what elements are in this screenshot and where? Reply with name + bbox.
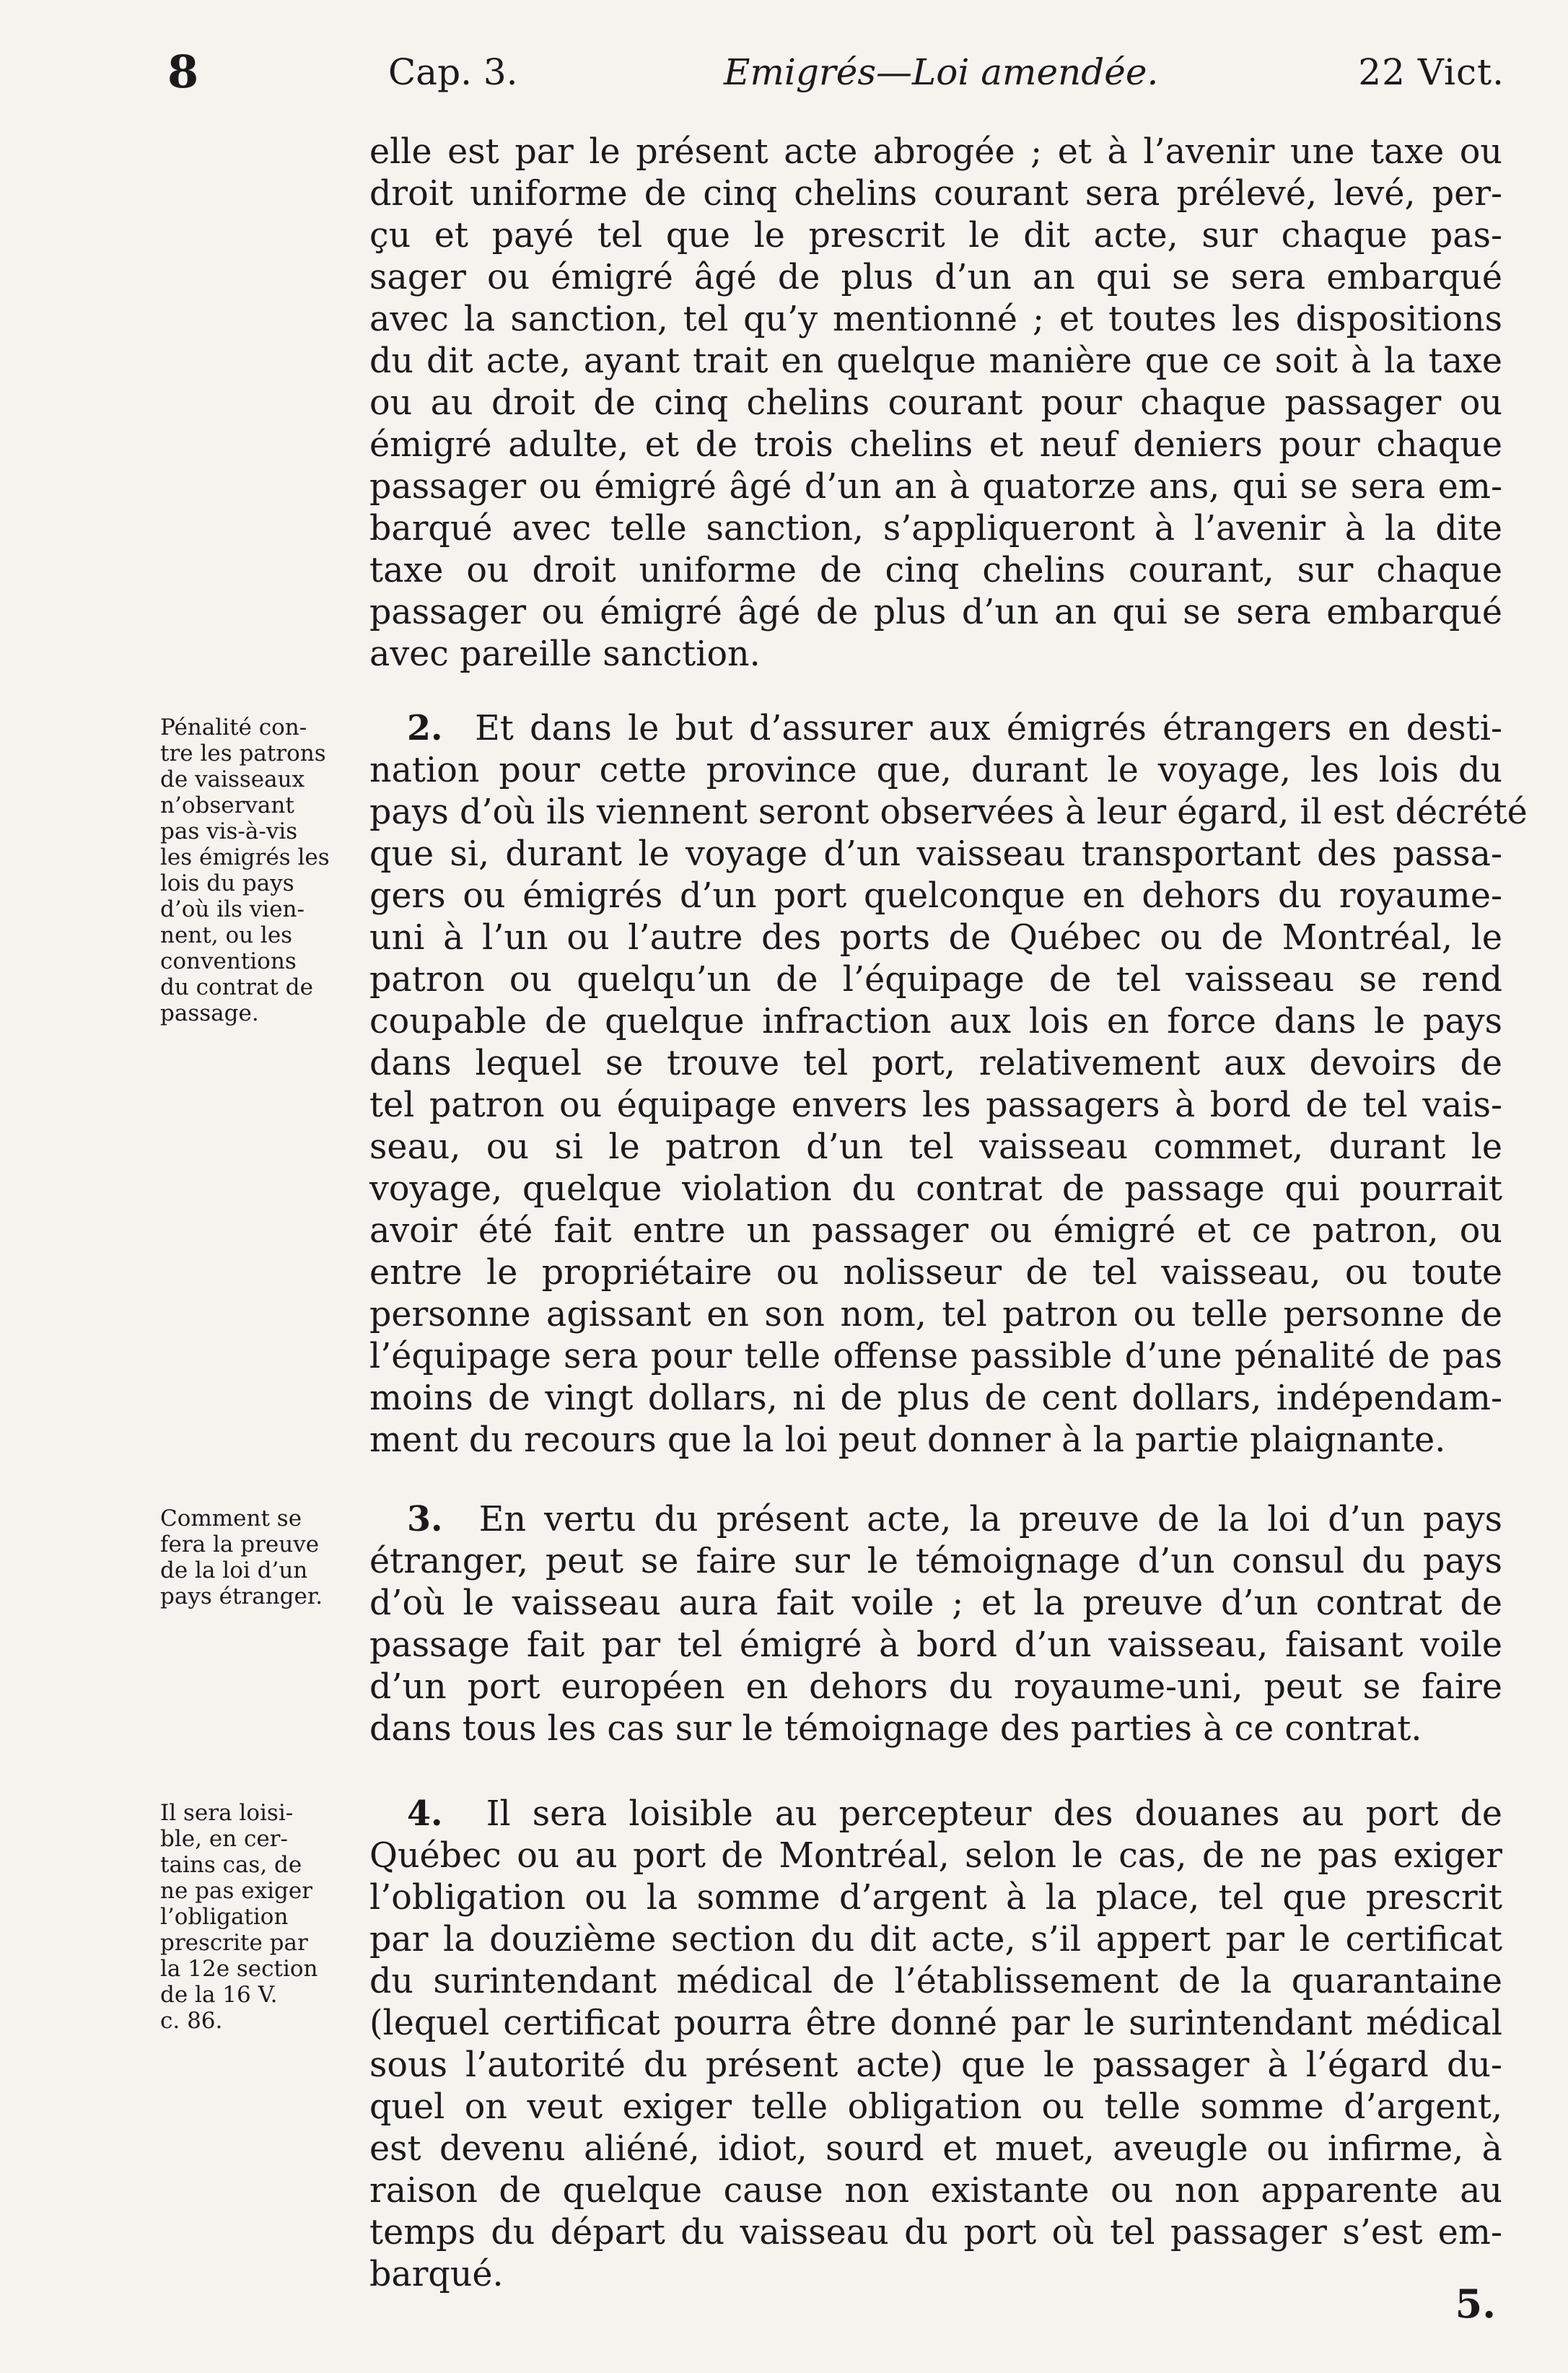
line-text: Il sera loisible au percepteur des douanes au port de xyxy=(486,1794,1502,1834)
text-line: seau, ou si le patron d’un tel vaisseau commet, durant le xyxy=(369,1127,1502,1167)
margin-note-line: pays étranger. xyxy=(160,1583,323,1609)
text-line: sager ou émigré âgé de plus d’un an qui se sera embarqué xyxy=(369,258,1502,297)
margin-note-line: pas vis-à-vis xyxy=(160,818,298,844)
regnal-year: 22 Vict. xyxy=(1358,51,1505,93)
text-line xyxy=(369,707,1502,750)
text-line: (lequel certificat pourra être donné par le surintendant médical xyxy=(369,2003,1502,2043)
section-number: 2. xyxy=(407,708,443,748)
margin-note-line: tre les patrons xyxy=(160,740,326,766)
text-line: que si, durant le voyage d’un vaisseau transportant des passa- xyxy=(369,834,1502,874)
section-number: 3. xyxy=(407,1499,443,1539)
text-line: pays d’où ils viennent seront observées à leur égard, il est décrété xyxy=(369,792,1528,832)
text-line: patron ou quelqu’un de l’équipage de tel vaisseau se rend xyxy=(369,960,1502,1000)
text-line: barqué. xyxy=(369,2255,504,2294)
text-line: gers ou émigrés d’un port quelconque en dehors du royaume- xyxy=(369,876,1502,916)
text-line: sous l’autorité du présent acte) que le passager à l’égard du- xyxy=(369,2045,1502,2085)
margin-note-line: nent, ou les xyxy=(160,922,293,948)
line-text: En vertu du présent acte, la preuve de la loi d’un pays xyxy=(478,1500,1502,1539)
margin-note-line: tains cas, de xyxy=(160,1852,302,1878)
text-line: du dit acte, ayant trait en quelque manière que ce soit à la taxe xyxy=(369,341,1502,381)
margin-note-line: l’obligation xyxy=(160,1904,289,1930)
text-line: nation pour cette province que, durant le voyage, les lois du xyxy=(369,751,1502,790)
text-line: taxe ou droit uniforme de cinq chelins courant, sur chaque xyxy=(369,551,1502,590)
margin-note-line: c. 86. xyxy=(160,2008,223,2034)
text-line: avec pareille sanction. xyxy=(369,634,761,674)
text-line: passage fait par tel émigré à bord d’un vaisseau, faisant voile xyxy=(369,1625,1502,1665)
margin-note-line: conventions xyxy=(160,948,297,974)
catchword: 5. xyxy=(1455,2281,1496,2327)
margin-note-line: Pénalité con- xyxy=(160,714,307,740)
margin-note-line: de la 16 V. xyxy=(160,1982,278,2008)
section-3-text xyxy=(369,1498,1502,1750)
margin-note-line: de la loi d’un xyxy=(160,1557,308,1583)
margin-note-line: la 12e section xyxy=(160,1956,318,1982)
text-line: d’un port européen en dehors du royaume-uni, peut se faire xyxy=(369,1667,1502,1707)
text-line: du surintendant médical de l’établissement de la quarantaine xyxy=(369,1962,1502,2001)
text-line: dans tous les cas sur le témoignage des parties à ce contrat. xyxy=(369,1709,1422,1749)
margin-note-section-4 xyxy=(160,1800,364,2034)
text-line: émigré adulte, et de trois chelins et neuf deniers pour chaque xyxy=(369,425,1502,465)
text-line: passager ou émigré âgé de plus d’un an qui se sera embarqué xyxy=(369,593,1502,632)
text-line: moins de vingt dollars, ni de plus de cent dollars, indépendam- xyxy=(369,1378,1502,1418)
margin-note-line: ble, en cer- xyxy=(160,1826,288,1852)
text-line: temps du départ du vaisseau du port où tel passager s’est em- xyxy=(369,2213,1502,2252)
text-line: droit uniforme de cinq chelins courant sera prélevé, levé, per- xyxy=(369,174,1502,214)
margin-note-section-3 xyxy=(160,1505,364,1609)
margin-note-line: prescrite par xyxy=(160,1930,308,1956)
text-line: d’où le vaisseau aura fait voile ; et la preuve d’un contrat de xyxy=(369,1583,1502,1623)
margin-note-line: passage. xyxy=(160,1000,259,1026)
section-4-text xyxy=(369,1793,1502,2296)
text-line: raison de quelque cause non existante ou non apparente au xyxy=(369,2171,1502,2211)
text-line: dans lequel se trouve tel port, relativement aux devoirs de xyxy=(369,1044,1502,1083)
text-line: l’équipage sera pour telle offense passible d’une pénalité de pas xyxy=(369,1337,1502,1376)
page-number: 8 xyxy=(167,45,199,98)
text-line: passager ou émigré âgé d’un an à quatorze ans, qui se sera em- xyxy=(369,467,1502,507)
text-line: l’obligation ou la somme d’argent à la place, tel que prescrit xyxy=(369,1878,1502,1918)
text-line: barqué avec telle sanction, s’appliqueront à l’avenir à la dite xyxy=(369,509,1502,549)
line-text: Et dans le but d’assurer aux émigrés étrangers en desti- xyxy=(475,709,1502,748)
margin-note-line: de vaisseaux xyxy=(160,766,305,792)
margin-note-line: n’observant xyxy=(160,792,294,818)
text-line: çu et payé tel que le prescrit le dit acte, sur chaque pas- xyxy=(369,216,1502,255)
section-2-text xyxy=(369,707,1528,1461)
section-number: 4. xyxy=(407,1793,443,1834)
text-line: avec la sanction, tel qu’y mentionné ; et toutes les dispositions xyxy=(369,300,1502,339)
text-line xyxy=(369,1793,1502,1835)
text-line: avoir été fait entre un passager ou émigré et ce patron, ou xyxy=(369,1211,1502,1251)
margin-note-section-2 xyxy=(160,714,364,1026)
chapter-label: Cap. 3. xyxy=(388,51,518,93)
text-line: entre le propriétaire ou nolisseur de tel vaisseau, ou toute xyxy=(369,1253,1502,1293)
text-line: est devenu aliéné, idiot, sourd et muet, aveugle ou infirme, à xyxy=(369,2129,1502,2169)
margin-note-line: Comment se xyxy=(160,1505,302,1531)
margin-note-line: du contrat de xyxy=(160,974,313,1000)
text-line: par la douzième section du dit acte, s’il appert par le certificat xyxy=(369,1920,1502,1959)
text-line: quel on veut exiger telle obligation ou telle somme d’argent, xyxy=(369,2087,1502,2127)
intro-paragraph xyxy=(369,131,1502,676)
margin-note-line: ne pas exiger xyxy=(160,1878,313,1904)
margin-note-line: d’où ils vien- xyxy=(160,896,305,922)
running-header xyxy=(0,43,1568,101)
text-line: ou au droit de cinq chelins courant pour chaque passager ou xyxy=(369,383,1502,423)
margin-note-line: fera la preuve xyxy=(160,1531,320,1557)
text-line: Québec ou au port de Montréal, selon le cas, de ne pas exiger xyxy=(369,1836,1502,1876)
text-line: uni à l’un ou l’autre des ports de Québec ou de Montréal, le xyxy=(369,918,1502,958)
text-line: voyage, quelque violation du contrat de passage qui pourrait xyxy=(369,1169,1502,1209)
text-line: elle est par le présent acte abrogée ; et à l’avenir une taxe ou xyxy=(369,132,1502,172)
text-line: personne agissant en son nom, tel patron ou telle personne de xyxy=(369,1295,1502,1334)
text-line xyxy=(369,1498,1502,1541)
text-line: étranger, peut se faire sur le témoignage d’un consul du pays xyxy=(369,1542,1502,1581)
margin-note-line: lois du pays xyxy=(160,870,294,896)
margin-note-line: Il sera loisi- xyxy=(160,1800,294,1826)
running-title: Emigrés—Loi amendée. xyxy=(724,51,1159,93)
text-line: coupable de quelque infraction aux lois en force dans le pays xyxy=(369,1002,1502,1041)
margin-note-line: les émigrés les xyxy=(160,844,330,870)
text-line: tel patron ou équipage envers les passagers à bord de tel vais- xyxy=(369,1085,1502,1125)
text-line: ment du recours que la loi peut donner à la partie plaignante. xyxy=(369,1420,1446,1460)
